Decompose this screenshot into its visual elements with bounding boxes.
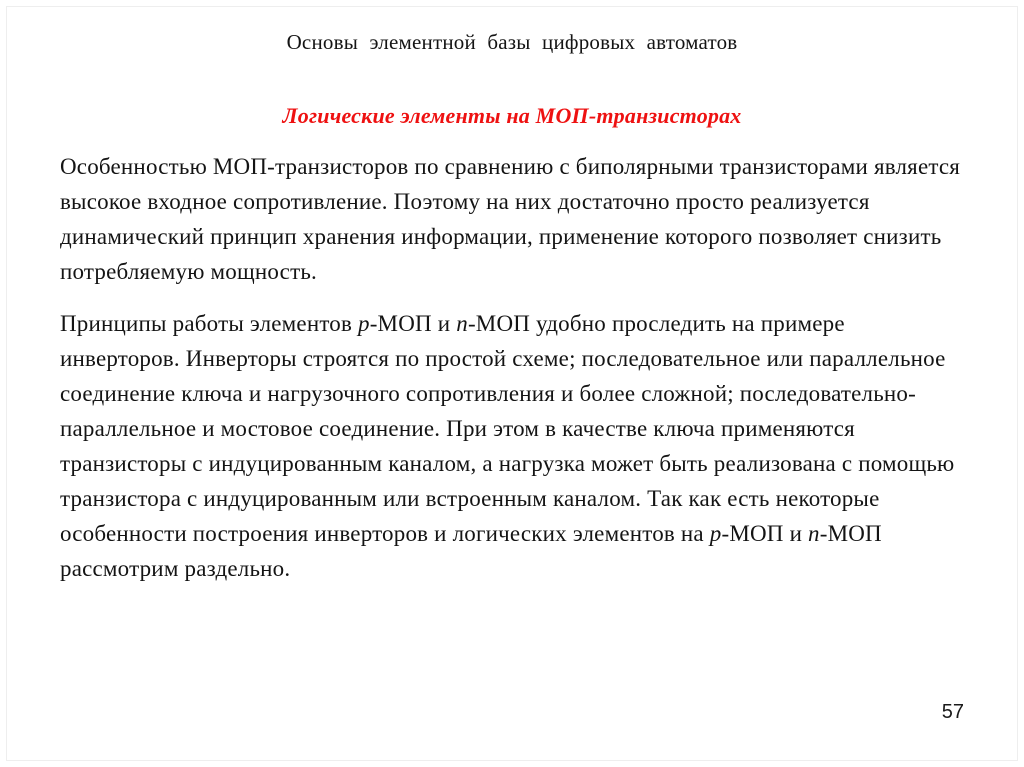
section-heading: Логические элементы на МОП-транзисторах: [282, 103, 742, 128]
slide-title: Основы элементной базы цифровых автоматов: [286, 30, 738, 54]
page-number: 57: [941, 701, 964, 723]
paragraph-inverter-principles: Принципы работы элементов p-МОП и n-МОП удобно проследить на примере инверторов. Инверторы строятся по простой схеме; последовательное или параллельное соединение ключа и нагрузочного сопротивления и более сложной; последовательно-параллельное и мостовое соединение. При этом в качестве ключа применяются транзисторы с индуцированным каналом, а нагрузка может быть реализована с помощью транзистора с индуцированным или встроенным каналом. Так как есть некоторые особенности построения инверторов и логических элементов на p-МОП и n-МОП рассмотрим раздельно.: [60, 311, 955, 581]
paragraph-mos-feature: Особенностью МОП-транзисторов по сравнению с биполярными транзисторами является высокое входное сопротивление. Поэтому на них достаточно просто реализуется динамический принцип хранения информации, применение которого позволяет снизить потребляемую мощность.: [60, 154, 961, 284]
